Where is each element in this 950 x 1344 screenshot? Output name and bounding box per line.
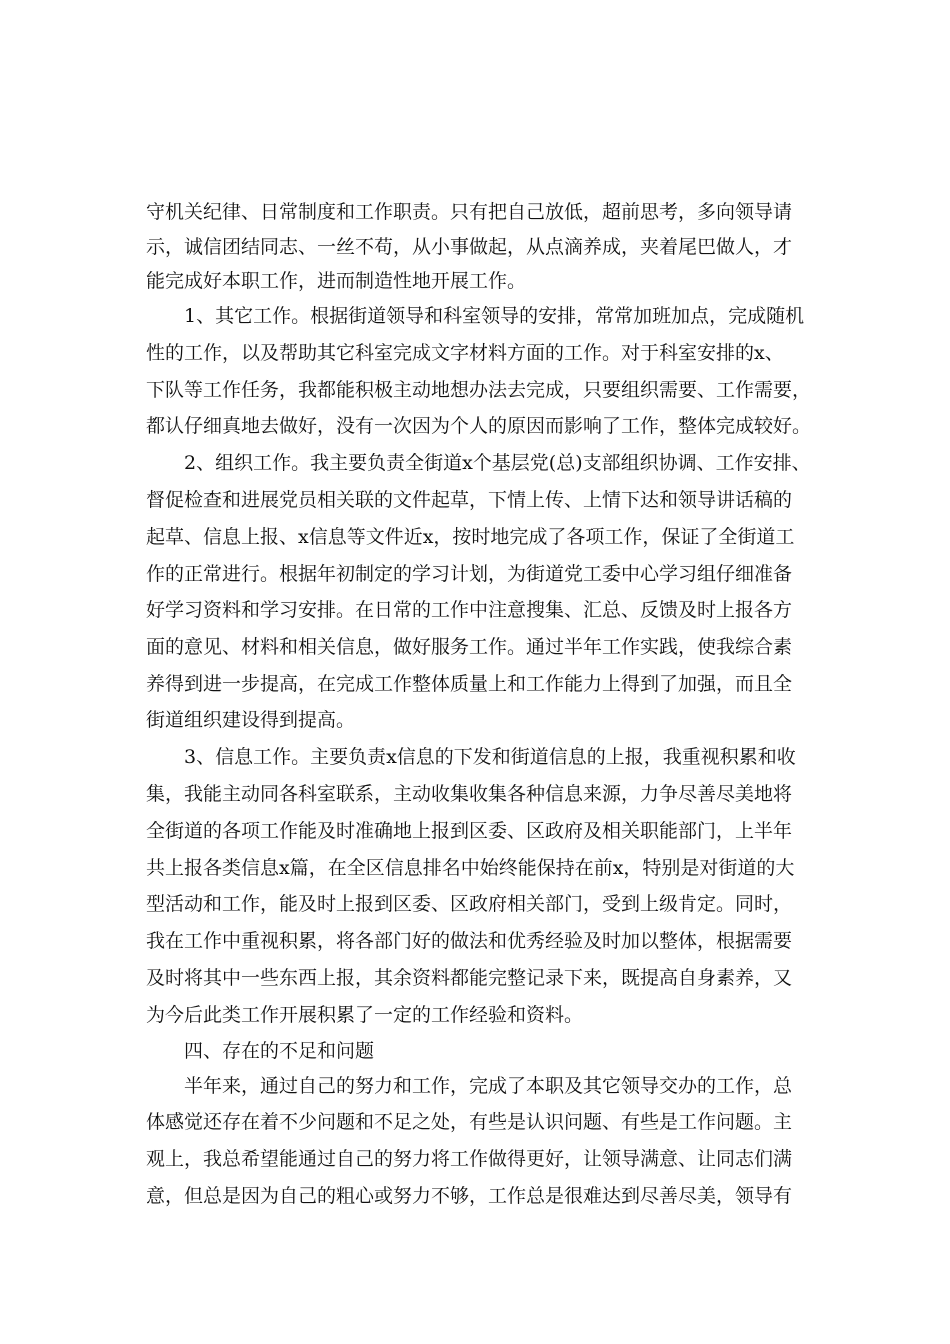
text-line: 街道组织建设得到提高。 — [146, 709, 356, 731]
text-line: 型活动和工作，能及时上报到区委、区政府相关部门，受到上级肯定。同时， — [146, 893, 793, 915]
text-line: 起草、信息上报、x信息等文件近x，按时地完成了各项工作，保证了全街道工 — [146, 526, 795, 548]
text-line: 都认仔细真地去做好，没有一次因为个人的原因而影响了工作，整体完成较好。 — [146, 415, 812, 437]
text-line: 作的正常进行。根据年初制定的学习计划，为街道党工委中心学习组仔细准备 — [146, 563, 793, 585]
text-line: 面的意见、材料和相关信息，做好服务工作。通过半年工作实践，使我综合素 — [146, 636, 793, 658]
text-line: 能完成好本职工作，进而制造性地开展工作。 — [146, 270, 527, 292]
text-line: 体感觉还存在着不少问题和不足之处，有些是认识问题、有些是工作问题。主 — [146, 1111, 793, 1133]
text-line: 集，我能主动同各科室联系，主动收集收集各种信息来源，力争尽善尽美地将 — [146, 783, 793, 805]
text-line: 及时将其中一些东西上报，其余资料都能完整记录下来，既提高自身素养，又 — [146, 967, 793, 989]
text-line: 守机关纪律、日常制度和工作职责。只有把自己放低，超前思考，多向领导请 — [146, 201, 793, 223]
paragraph-first-line: 半年来，通过自己的努力和工作，完成了本职及其它领导交办的工作，总 — [184, 1075, 793, 1097]
text-line: 我在工作中重视积累，将各部门好的做法和优秀经验及时加以整体，根据需要 — [146, 930, 793, 952]
text-line: 督促检查和进展党员相关联的文件起草，下情上传、上情下达和领导讲话稿的 — [146, 489, 793, 511]
text-line: 为今后此类工作开展积累了一定的工作经验和资料。 — [146, 1004, 584, 1026]
paragraph-heading-line: 1、其它工作。根据街道领导和科室领导的安排，常常加班加点，完成随机 — [184, 305, 805, 327]
section-heading: 四、存在的不足和问题 — [184, 1040, 375, 1062]
text-line: 共上报各类信息x篇，在全区信息排名中始终能保持在前x，特别是对街道的大 — [146, 857, 795, 879]
text-line: 性的工作，以及帮助其它科室完成文字材料方面的工作。对于科室安排的x、 — [146, 342, 784, 364]
text-line: 示，诚信团结同志、一丝不苟，从小事做起，从点滴养成，夹着尾巴做人，才 — [146, 236, 793, 258]
paragraph-heading-line: 3、信息工作。主要负责x信息的下发和街道信息的上报，我重视积累和收 — [184, 746, 796, 768]
paragraph-heading-line: 2、组织工作。我主要负责全街道x个基层党(总)支部组织协调、工作安排、 — [184, 452, 811, 474]
text-line: 全街道的各项工作能及时准确地上报到区委、区政府及相关职能部门，上半年 — [146, 820, 793, 842]
text-line: 养得到进一步提高，在完成工作整体质量上和工作能力上得到了加强，而且全 — [146, 673, 793, 695]
text-line: 好学习资料和学习安排。在日常的工作中注意搜集、汇总、反馈及时上报各方 — [146, 599, 793, 621]
text-line: 观上，我总希望能通过自己的努力将工作做得更好，让领导满意、让同志们满 — [146, 1148, 793, 1170]
text-line: 下队等工作任务，我都能积极主动地想办法去完成，只要组织需要、工作需要， — [146, 379, 812, 401]
text-line: 意，但总是因为自己的粗心或努力不够，工作总是很难达到尽善尽美，领导有 — [146, 1185, 793, 1207]
